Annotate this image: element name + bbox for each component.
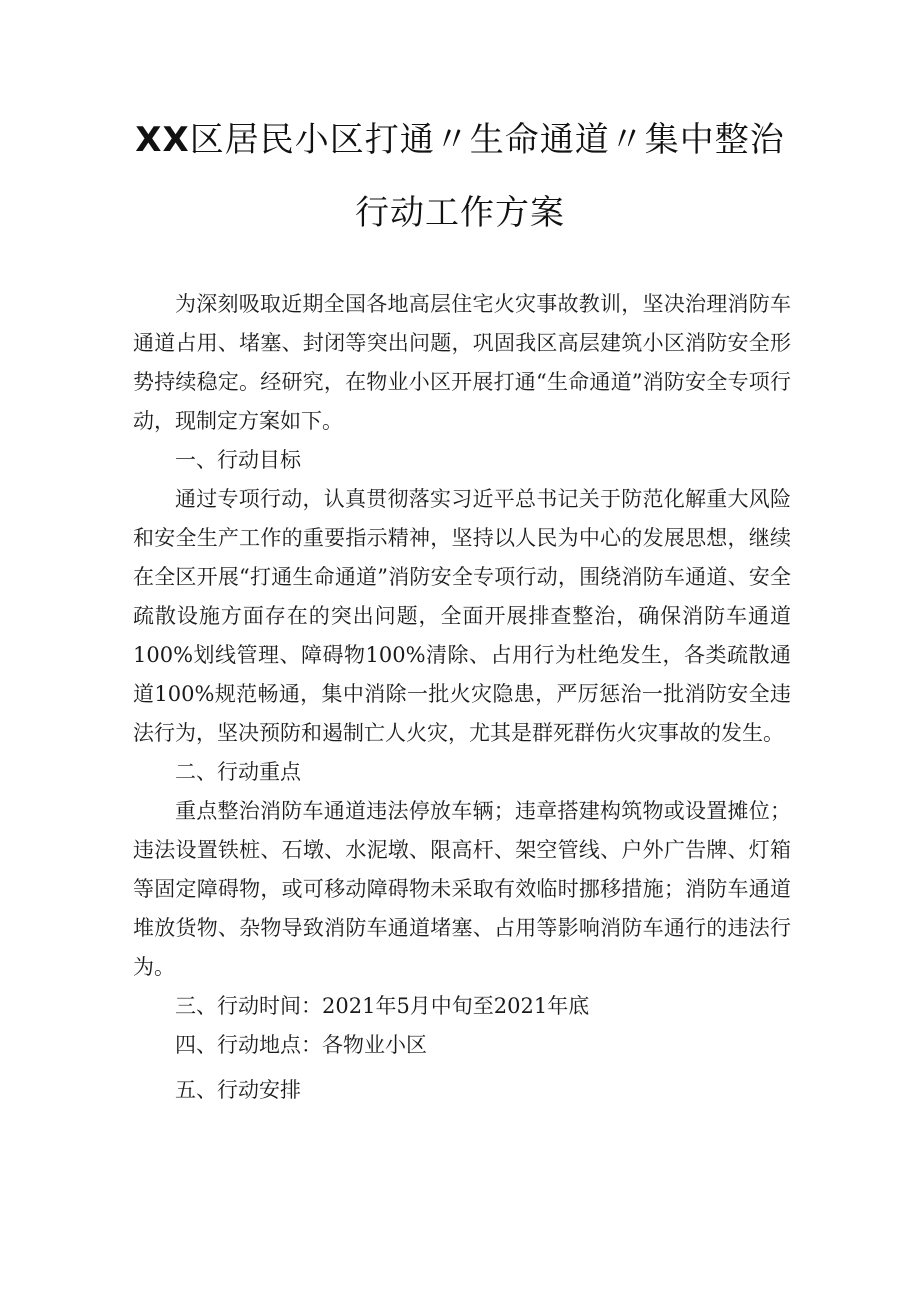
- section-2-heading: 二、行动重点: [175, 760, 301, 784]
- title-text: 区居民小区打通〃生命通道〃集中整治: [189, 120, 785, 160]
- section-1-heading: 一、行动目标: [175, 448, 301, 472]
- document-title-line-1: [0, 120, 920, 160]
- section-3-line: 三、行动时间：2021年5月中旬至2021年底: [175, 994, 590, 1018]
- title-prefix: XX: [135, 120, 190, 160]
- section-1-paragraph: 通过专项行动，认真贯彻落实习近平总书记关于防范化解重大风险和安全生产工作的重要指示精神，坚持以人民为中心的发展思想，继续在全区开展“打通生命通道”消防安全专项行动，围绕消防车通道、安全疏散设施方面存在的突出问题，全面开展排查整治，确保消防车通道100%划线管理、障碍物100%清除、占用行为杜绝发生，各类疏散通道100%规范畅通，集中消除一批火灾隐患，严厉惩治一批消防安全违法行为，坚决预防和遏制亡人火灾，尤其是群死群伤火灾事故的发生。: [133, 487, 791, 745]
- section-5-heading: 五、行动安排: [175, 1078, 301, 1102]
- document-body: [133, 285, 791, 1110]
- section-4-line: 四、行动地点：各物业小区: [175, 1033, 427, 1057]
- intro-paragraph: 为深刻吸取近期全国各地高层住宅火灾事故教训，坚决治理消防车通道占用、堵塞、封闭等突出问题，巩固我区高层建筑小区消防安全形势持续稳定。经研究，在物业小区开展打通“生命通道”消防安全专项行动，现制定方案如下。: [133, 292, 791, 433]
- document-title-line-2: 行动工作方案: [355, 193, 565, 233]
- section-2-paragraph: 重点整治消防车通道违法停放车辆；违章搭建构筑物或设置摊位；违法设置铁桩、石墩、水泥墩、限高杆、架空管线、户外广告牌、灯箱等固定障碍物，或可移动障碍物未采取有效临时挪移措施；消防车通道堆放货物、杂物导致消防车通道堵塞、占用等影响消防车通行的违法行为。: [133, 799, 791, 979]
